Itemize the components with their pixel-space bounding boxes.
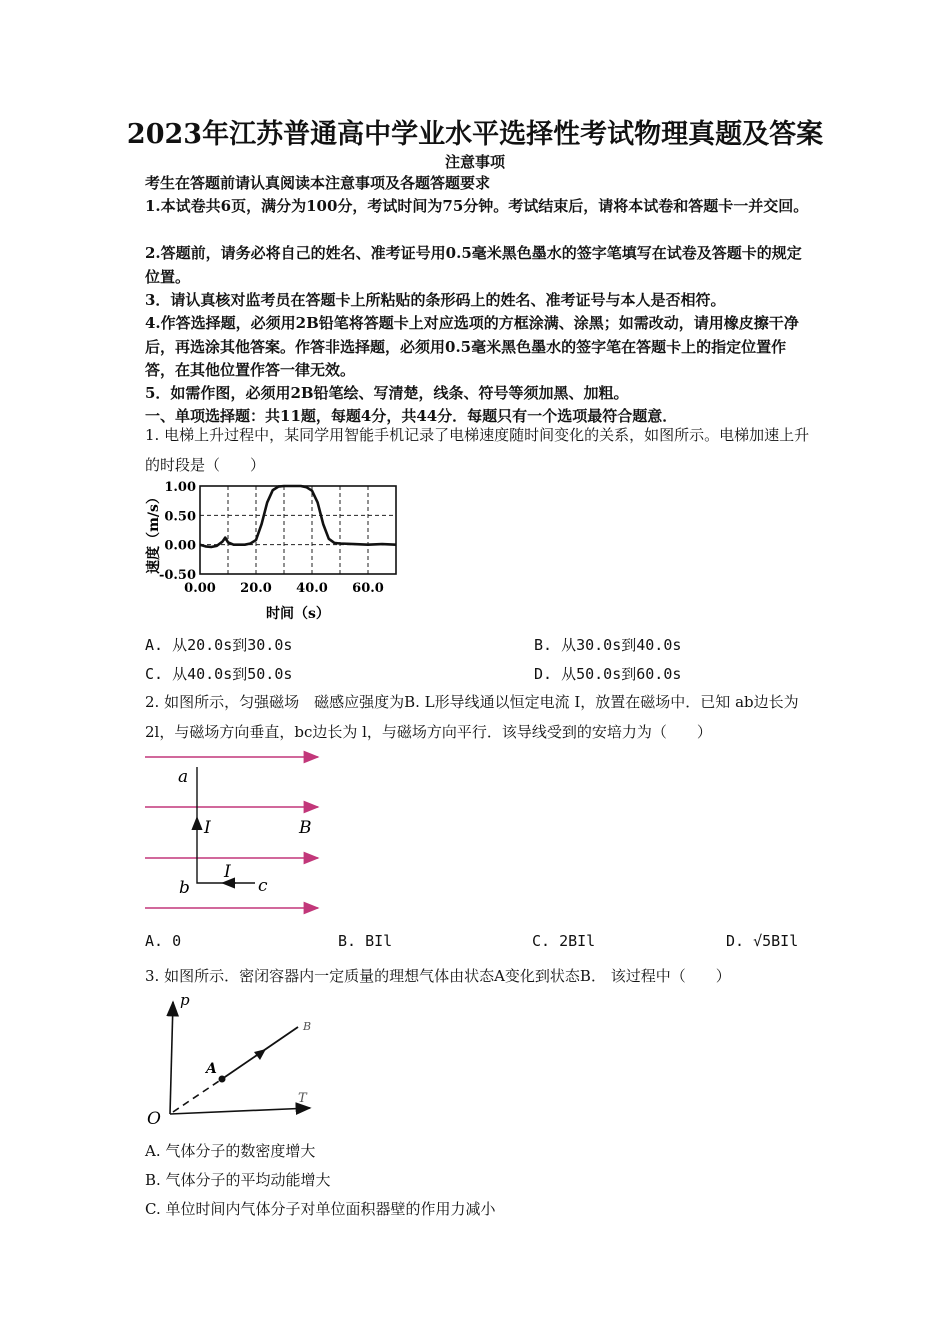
velocity-series-line [200, 486, 396, 547]
y-axis-label: 速度（m/s） [146, 490, 162, 574]
q1-option-c[interactable]: C. 从40.0s到50.0s [145, 665, 293, 683]
q3-option-c[interactable]: C. 单位时间内气体分子对单位面积器壁的作用力减小 [145, 1200, 496, 1218]
x-tick-label: 20.0 [240, 581, 272, 596]
q3-option-b[interactable]: B. 气体分子的平均动能增大 [145, 1171, 331, 1189]
state-a-point [219, 1076, 226, 1083]
q1-option-d[interactable]: D. 从50.0s到60.0s [534, 665, 682, 683]
t-axis [170, 1108, 310, 1114]
label-p: p [180, 991, 190, 1009]
process-direction-arrow [254, 1049, 266, 1060]
note-5: 5．如需作图，必须用2B铅笔绘、写清楚，线条、符号等须加黑、加粗。 [145, 384, 629, 402]
q2-option-a[interactable]: A. 0 [145, 932, 182, 950]
label-current-1: I [204, 818, 211, 838]
page-title: 2023年江苏普通高中学业水平选择性考试物理真题及答案 [126, 119, 824, 150]
label-T: T [298, 1091, 307, 1106]
notes-heading: 注意事项 [444, 153, 505, 171]
label-current-2: I [224, 862, 231, 882]
x-tick-label: 60.0 [352, 581, 384, 596]
y-tick-label: -0.50 [158, 568, 196, 583]
note-1: 1.本试卷共6页，满分为100分，考试时间为75分钟。考试结束后，请将本试卷和答题卡一并交回。 [145, 197, 809, 215]
note-intro: 考生在答题前请认真阅读本注意事项及各题答题要求 [145, 174, 491, 192]
y-tick-labels [159, 480, 196, 583]
label-c: c [258, 876, 268, 896]
y-tick-label: 0.50 [164, 509, 196, 525]
note-4: 4.作答选择题，必须用2B铅笔将答题卡上对应选项的方框涂满、涂黑；如需改动，请用橡皮擦干净后，再选涂其他答案。作答非选择题，必须用0.5毫米黑色墨水的签字笔在答题卡上的指定位置作答，在其他位置作答一律无效。 [145, 314, 799, 379]
q2-stem [145, 687, 813, 747]
x-tick-labels [184, 581, 384, 596]
dashed-extension [173, 1079, 222, 1112]
p-axis [170, 1002, 173, 1114]
label-a: a [178, 767, 189, 787]
label-A: A [206, 1061, 217, 1077]
y-tick-label: 0.00 [164, 538, 196, 554]
x-tick-label: 40.0 [296, 581, 328, 596]
label-O: O [147, 1109, 161, 1129]
q2-option-c[interactable]: C. 2BIl [532, 932, 596, 950]
q2-stem-lead: 2. 如图所示，匀强磁场 磁感应强度为 [145, 693, 405, 711]
q1-stem: 1. 电梯上升过程中，某同学用智能手机记录了电梯速度随时间变化的关系，如图所示。电梯加速上升的时段是（ ） [145, 426, 810, 474]
q3-stem: 3. 如图所示．密闭容器内一定质量的理想气体由状态A变化到状态B． 该过程中（ ） [145, 967, 731, 985]
q1-option-a[interactable]: A. 从20.0s到30.0s [145, 636, 293, 654]
q2-option-b[interactable]: B. BIl [338, 932, 393, 950]
q3-option-a[interactable]: A. 气体分子的数密度增大 [145, 1142, 316, 1160]
q1-velocity-chart [140, 476, 410, 626]
q2-stem-rest: B. L形导线通以恒定电流 I，放置在磁场中．已知 ab边长为2l，与磁场方向垂直，bc边长为 l，与磁场方向平行．该导线受到的安培力为（ ） [145, 693, 799, 741]
q2-option-d[interactable]: D. √5BIl [726, 932, 799, 950]
chart-frame [200, 486, 396, 574]
section-heading: 一、单项选择题：共11题，每题4分，共44分．每题只有一个选项最符合题意． [145, 407, 678, 425]
note-2: 2.答题前，请务必将自己的姓名、准考证号用0.5毫米黑色墨水的签字笔填写在试卷及答题卡的规定位置。 [145, 244, 802, 286]
label-field-B: B [299, 818, 312, 838]
x-axis-label: 时间（s） [266, 606, 330, 622]
chart-grid [200, 486, 396, 574]
x-tick-label: 0.00 [184, 581, 216, 596]
note-3: 3．请认真核对监考员在答题卡上所粘贴的条形码上的姓名、准考证号与本人是否相符。 [145, 291, 726, 309]
y-tick-label: 1.00 [164, 480, 196, 495]
q3-p-t-graph [140, 990, 330, 1130]
label-b: b [179, 878, 190, 898]
label-B: B [303, 1020, 312, 1033]
q1-option-b[interactable]: B. 从30.0s到40.0s [534, 636, 682, 654]
q2-magnetic-field-figure [140, 745, 340, 920]
